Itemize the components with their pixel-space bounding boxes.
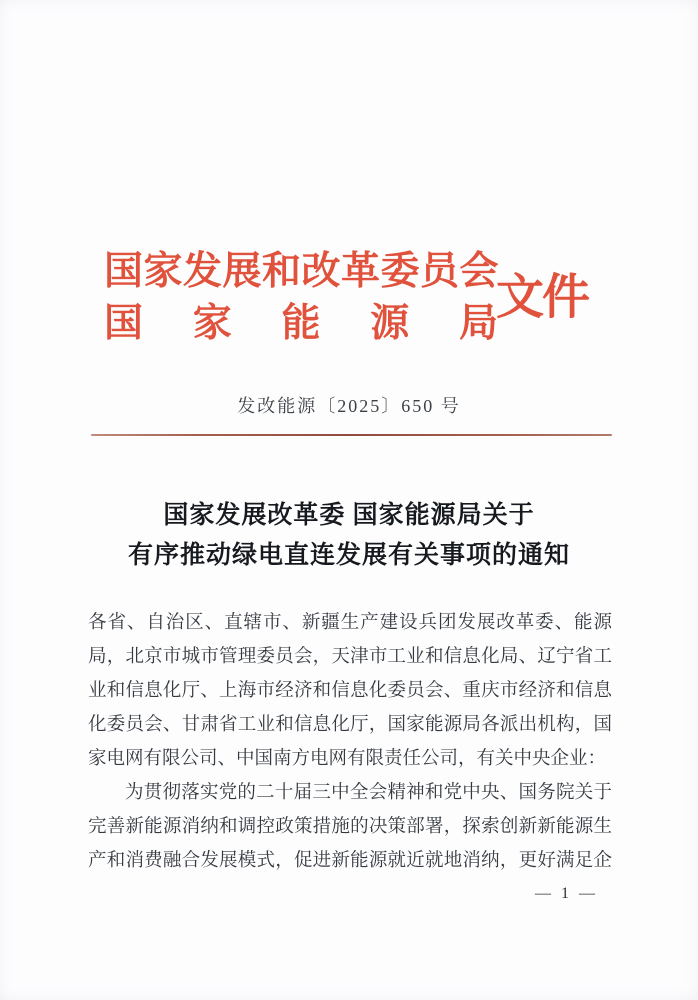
agency-line2-char: 源 [370,302,410,345]
agency-name-line1: 国家发展和改革委员会 [104,250,500,293]
red-divider-line [91,434,612,436]
doc-number: 发改能源〔2025〕650 号 [237,396,461,416]
agency-name-line2 [104,304,498,344]
body-line: 家电网有限公司、中国南方电网有限责任公司，有关中央企业： [88,749,607,769]
body-line: 完善新能源消纳和调控政策措施的决策部署，探索创新新能源生 [88,817,612,837]
body-line: 为贯彻落实党的二十届三中全会精神和党中央、国务院关于 [125,783,612,803]
body-line: 产和消费融合发展模式，促进新能源就近就地消纳，更好满足企 [88,851,612,871]
agency-line2-char: 家 [192,302,232,345]
doc-type-label: 文件 [496,271,589,324]
body-line: 化委员会、甘肃省工业和信息化厅，国家能源局各派出机构，国 [88,715,612,735]
document-title [0,496,698,576]
body-line: 各省、自治区、直辖市、新疆生产建设兵团发展改革委、能源 [88,613,612,633]
agency-line2-char: 局 [458,302,498,345]
page-number: — 1 — [535,885,598,902]
body-line: 局，北京市城市管理委员会，天津市工业和信息化局、辽宁省工 [88,647,612,667]
title-line-1: 国家发展改革委 国家能源局关于 [163,502,535,529]
agency-name-block [104,251,498,344]
title-line-2: 有序推动绿电直连发展有关事项的通知 [127,542,570,569]
body-line: 业和信息化厅、上海市经济和信息化委员会、重庆市经济和信息 [88,681,612,701]
agency-line2-char: 国 [104,302,144,345]
document-body [88,606,612,878]
agency-line2-char: 能 [281,302,321,345]
